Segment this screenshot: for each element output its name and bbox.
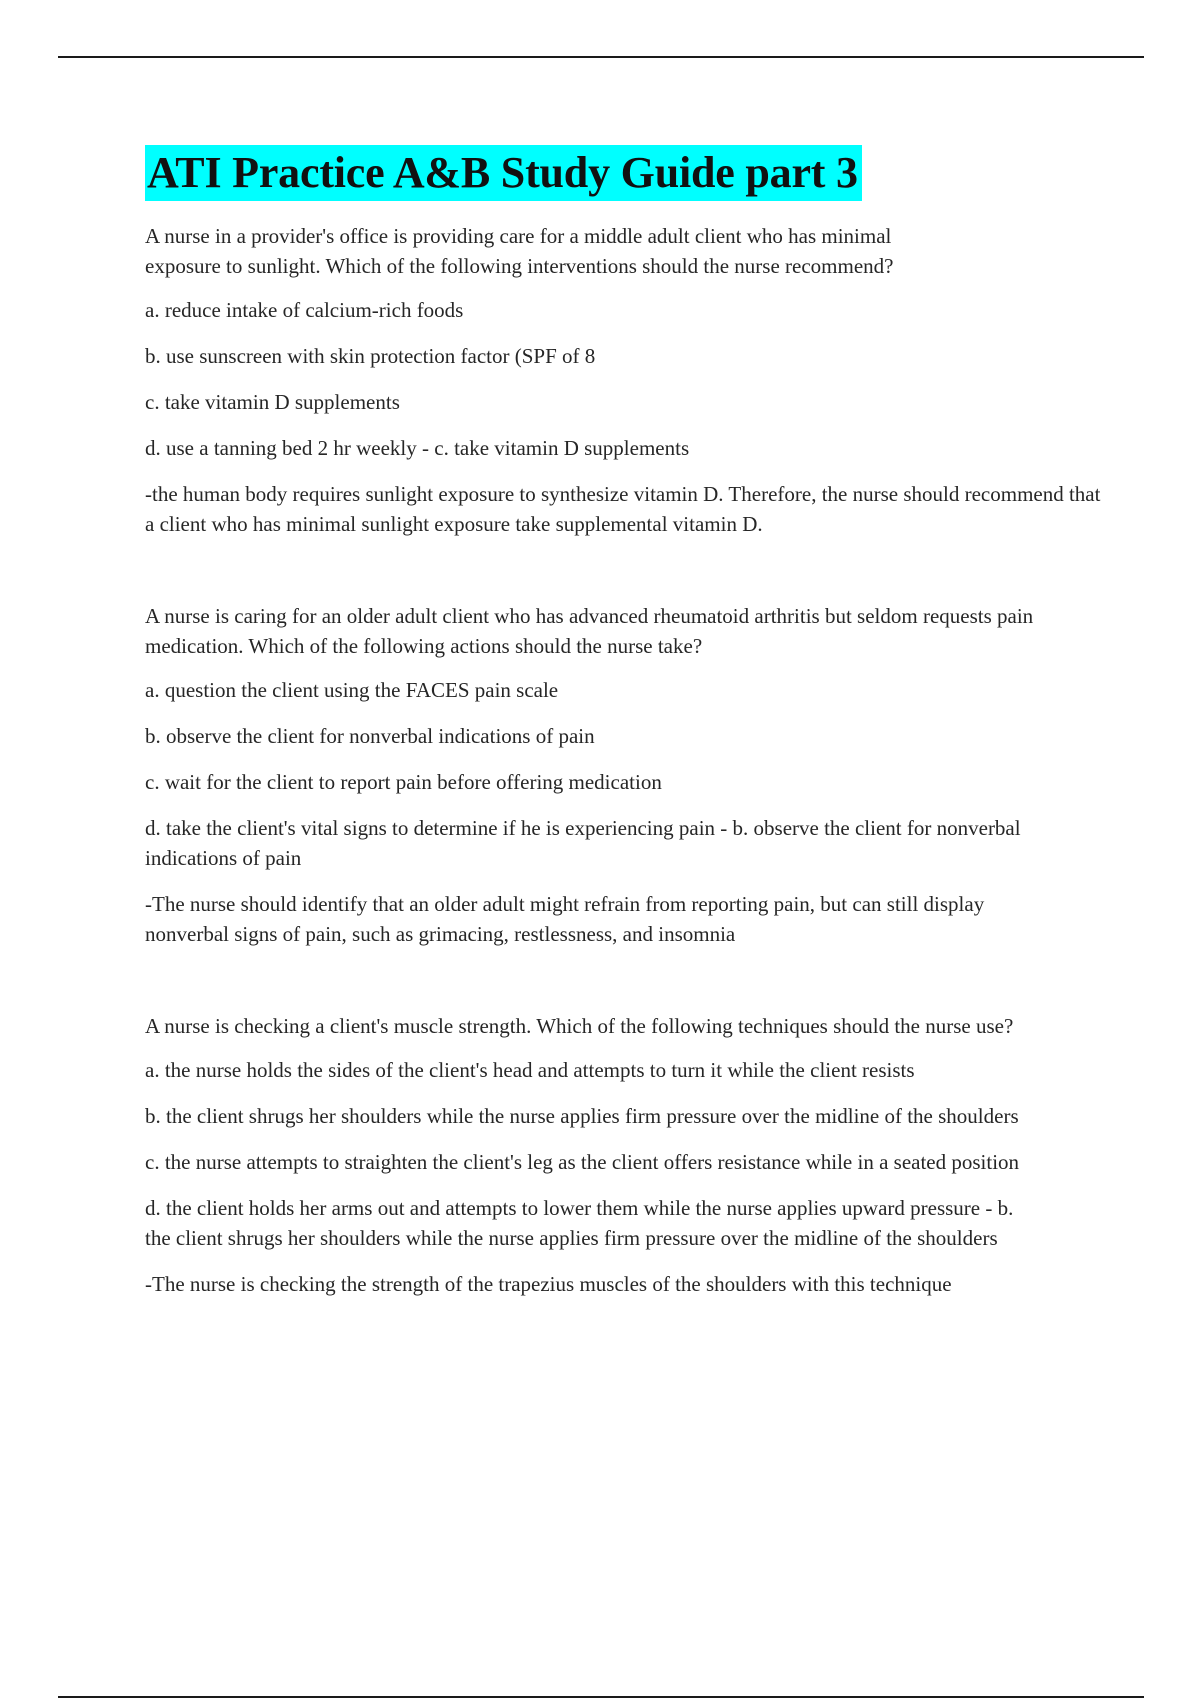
question-3 xyxy=(145,1011,1105,1299)
rationale: -the human body requires sunlight exposure to synthesize vitamin D. Therefore, the nurse should recommend that a client who has minimal sunlight exposure take supplemental vitamin D. xyxy=(145,482,1101,536)
question-stem: A nurse is caring for an older adult client who has advanced rheumatoid arthritis but seldom requests pain medication. Which of the following actions should the nurse take? xyxy=(145,604,1034,658)
question-stem: A nurse is checking a client's muscle strength. Which of the following techniques should the nurse use? xyxy=(145,1014,1014,1038)
answer-option: c. wait for the client to report pain before offering medication xyxy=(145,770,662,794)
answer-option: a. question the client using the FACES pain scale xyxy=(145,678,559,702)
answer-option: c. the nurse attempts to straighten the client's leg as the client offers resistance while in a seated position xyxy=(145,1150,1020,1174)
page-title: ATI Practice A&B Study Guide part 3 xyxy=(145,145,862,201)
bottom-rule xyxy=(58,1696,1144,1698)
answer-option: d. use a tanning bed 2 hr weekly - c. take vitamin D supplements xyxy=(145,436,690,460)
question-1 xyxy=(145,221,1105,539)
question-stem: A nurse in a provider's office is providing care for a middle adult client who has minimal exposure to sunlight. Which of the following interventions should the nurse recommend? xyxy=(145,224,894,278)
answer-option: b. the client shrugs her shoulders while the nurse applies firm pressure over the midline of the shoulders xyxy=(145,1104,1019,1128)
answer-option: a. reduce intake of calcium-rich foods xyxy=(145,298,464,322)
answer-option: c. take vitamin D supplements xyxy=(145,390,400,414)
answer-option: b. use sunscreen with skin protection factor (SPF of 8 xyxy=(145,344,596,368)
question-2 xyxy=(145,601,1105,949)
document-body xyxy=(145,145,1105,1315)
answer-option: a. the nurse holds the sides of the client's head and attempts to turn it while the client resists xyxy=(145,1058,915,1082)
rationale: -The nurse is checking the strength of the trapezius muscles of the shoulders with this technique xyxy=(145,1272,952,1296)
answer-option: b. observe the client for nonverbal indications of pain xyxy=(145,724,595,748)
answer-option: d. take the client's vital signs to determine if he is experiencing pain - b. observe the client for nonverbal indications of pain xyxy=(145,816,1021,870)
answer-option: d. the client holds her arms out and attempts to lower them while the nurse applies upward pressure - b. the client shrugs her shoulders while the nurse applies firm pressure over the midline of the shoulders xyxy=(145,1196,1014,1250)
rationale: -The nurse should identify that an older adult might refrain from reporting pain, but can still display nonverbal signs of pain, such as grimacing, restlessness, and insomnia xyxy=(145,892,985,946)
top-rule xyxy=(58,56,1144,58)
